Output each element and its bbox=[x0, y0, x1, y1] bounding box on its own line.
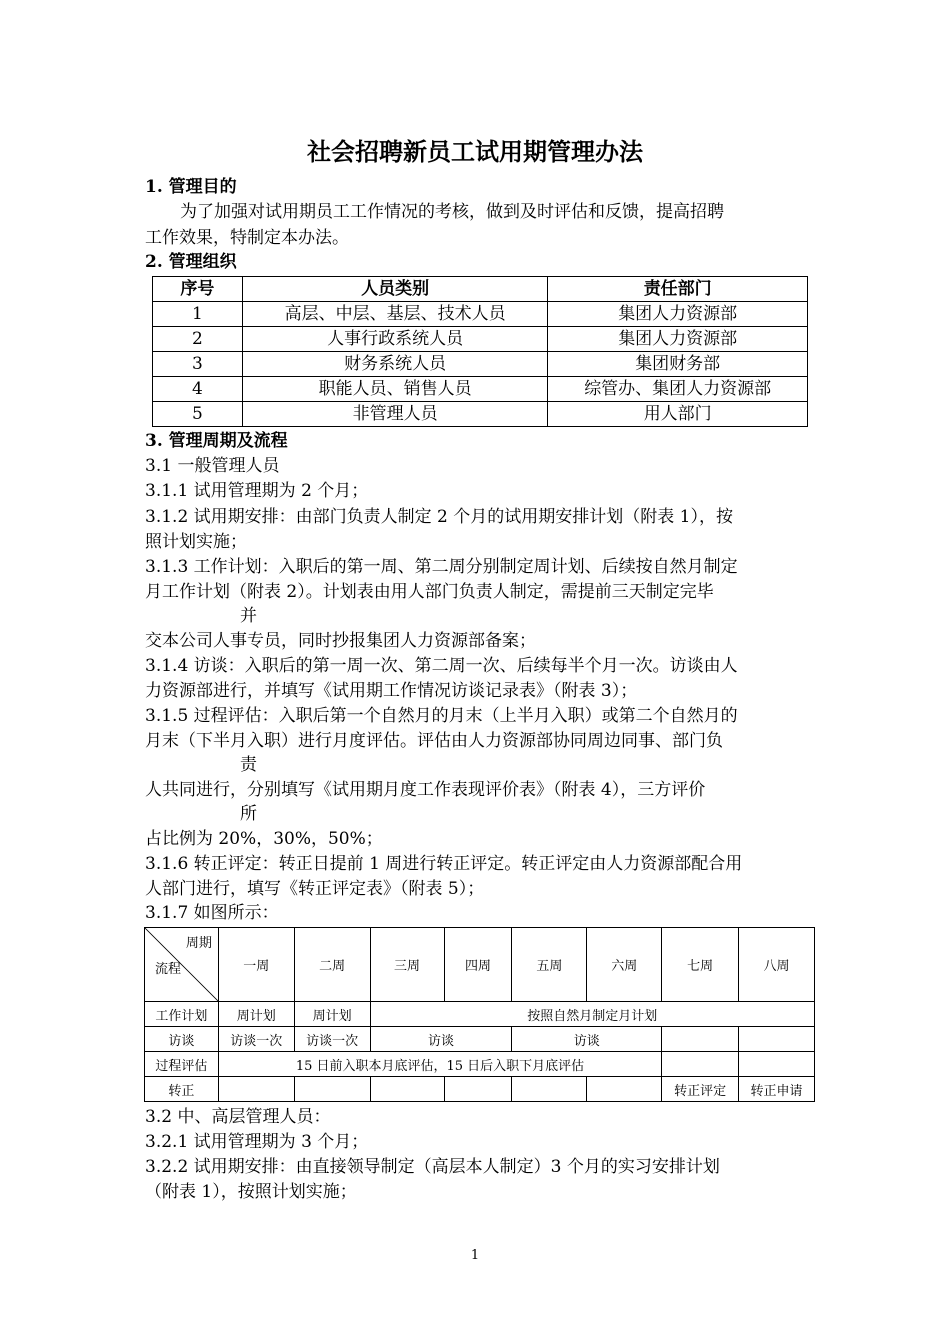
table-cell bbox=[587, 1077, 662, 1102]
table-cell: 按照自然月制定月计划 bbox=[370, 1002, 814, 1027]
table-cell: 访谈 bbox=[370, 1027, 512, 1052]
table-cell: 用人部门 bbox=[548, 402, 808, 427]
row-label: 过程评估 bbox=[145, 1052, 219, 1077]
paragraph-line: 3.1.7 如图所示： bbox=[145, 903, 279, 923]
paragraph-line: 3.1.6 转正评定：转正日提前 1 周进行转正评定。转正评定由人力资源部配合用 bbox=[145, 854, 743, 874]
table-cell bbox=[218, 1077, 294, 1102]
week-header: 三周 bbox=[370, 928, 444, 1002]
table-header-row bbox=[153, 277, 808, 302]
table-cell: 2 bbox=[153, 327, 243, 352]
week-header: 五周 bbox=[512, 928, 587, 1002]
diagonal-header-cell bbox=[145, 928, 219, 1002]
week-header: 二周 bbox=[294, 928, 370, 1002]
table-row bbox=[153, 352, 808, 377]
table-cell: 集团人力资源部 bbox=[548, 327, 808, 352]
table-cell: 4 bbox=[153, 377, 243, 402]
table-cell bbox=[662, 1052, 739, 1077]
table-cell bbox=[294, 1077, 370, 1102]
week-header: 一周 bbox=[218, 928, 294, 1002]
table-cell bbox=[662, 1027, 739, 1052]
table-cell bbox=[512, 1077, 587, 1102]
table-cell: 访谈一次 bbox=[294, 1027, 370, 1052]
flow-row-confirmation bbox=[145, 1077, 815, 1102]
table-cell: 访谈 bbox=[512, 1027, 662, 1052]
paragraph-line: 照计划实施； bbox=[145, 532, 247, 552]
paragraph-line: 人共同进行，分别填写《试用期月度工作表现评价表》（附表 4），三方评价 bbox=[145, 780, 706, 800]
week-header: 八周 bbox=[739, 928, 815, 1002]
row-label: 转正 bbox=[145, 1077, 219, 1102]
paragraph-line: 3.1 一般管理人员 bbox=[145, 456, 280, 476]
corner-label-period: 周期 bbox=[185, 936, 212, 951]
probation-flow-table bbox=[144, 927, 815, 1102]
paragraph-line: 人部门进行，填写《转正评定表》（附表 5）； bbox=[145, 879, 485, 899]
paragraph-line: 为了加强对试用期员工工作情况的考核，做到及时评估和反馈，提高招聘 bbox=[180, 202, 724, 222]
table-cell: 周计划 bbox=[218, 1002, 294, 1027]
paragraph-line: 工作效果，特制定本办法。 bbox=[145, 228, 349, 248]
paragraph-line: 交本公司人事专员，同时抄报集团人力资源部备案； bbox=[145, 631, 536, 651]
flow-row-evaluation bbox=[145, 1052, 815, 1077]
flow-row-plan bbox=[145, 1002, 815, 1027]
header-cell: 序号 bbox=[153, 277, 243, 302]
table-cell: 财务系统人员 bbox=[242, 352, 548, 377]
management-org-table bbox=[152, 276, 808, 427]
section-2-heading: 2. 管理组织 bbox=[145, 252, 237, 272]
paragraph-line: 3.1.1 试用管理期为 2 个月； bbox=[145, 481, 369, 501]
paragraph-line: 并 bbox=[240, 606, 257, 626]
section-1-heading: 1. 管理目的 bbox=[145, 177, 237, 197]
paragraph-line: 3.2.2 试用期安排：由直接领导制定（高层本人制定）3 个月的实习安排计划 bbox=[145, 1157, 720, 1177]
table-cell: 转正评定 bbox=[662, 1077, 739, 1102]
paragraph-line: 所 bbox=[240, 804, 257, 824]
table-row bbox=[153, 302, 808, 327]
table-cell: 转正申请 bbox=[739, 1077, 815, 1102]
table-cell: 周计划 bbox=[294, 1002, 370, 1027]
table-cell: 15 日前入职本月底评估，15 日后入职下月底评估 bbox=[218, 1052, 661, 1077]
paragraph-line: 月工作计划（附表 2）。计划表由用人部门负责人制定，需提前三天制定完毕 bbox=[145, 582, 714, 602]
paragraph-line: 3.2 中、高层管理人员： bbox=[145, 1107, 331, 1127]
table-row bbox=[153, 402, 808, 427]
table-cell: 人事行政系统人员 bbox=[242, 327, 548, 352]
table-cell: 高层、中层、基层、技术人员 bbox=[242, 302, 548, 327]
paragraph-line: 力资源部进行，并填写《试用期工作情况访谈记录表》（附表 3）； bbox=[145, 681, 638, 701]
table-cell bbox=[444, 1077, 512, 1102]
table-cell: 5 bbox=[153, 402, 243, 427]
header-cell: 人员类别 bbox=[242, 277, 548, 302]
week-header: 七周 bbox=[662, 928, 739, 1002]
table-cell bbox=[739, 1052, 815, 1077]
paragraph-line: 3.1.2 试用期安排：由部门负责人制定 2 个月的试用期安排计划（附表 1），按 bbox=[145, 507, 734, 527]
flow-header-row bbox=[145, 928, 815, 1002]
header-cell: 责任部门 bbox=[548, 277, 808, 302]
week-header: 六周 bbox=[587, 928, 662, 1002]
paragraph-line: 占比例为 20%，30%，50%； bbox=[145, 829, 383, 849]
paragraph-line: 3.1.4 访谈：入职后的第一周一次、第二周一次、后续每半个月一次。访谈由人 bbox=[145, 656, 738, 676]
table-cell: 集团财务部 bbox=[548, 352, 808, 377]
paragraph-line: 月末（下半月入职）进行月度评估。评估由人力资源部协同周边同事、部门负 bbox=[145, 731, 723, 751]
paragraph-line: 3.1.3 工作计划：入职后的第一周、第二周分别制定周计划、后续按自然月制定 bbox=[145, 557, 738, 577]
table-row bbox=[153, 327, 808, 352]
table-cell: 非管理人员 bbox=[242, 402, 548, 427]
page-title: 社会招聘新员工试用期管理办法 bbox=[307, 137, 643, 166]
table-cell: 职能人员、销售人员 bbox=[242, 377, 548, 402]
table-cell bbox=[370, 1077, 444, 1102]
table-cell: 综管办、集团人力资源部 bbox=[548, 377, 808, 402]
paragraph-line: （附表 1），按照计划实施； bbox=[145, 1182, 357, 1202]
table-row bbox=[153, 377, 808, 402]
table-cell: 集团人力资源部 bbox=[548, 302, 808, 327]
table-cell: 3 bbox=[153, 352, 243, 377]
paragraph-line: 3.1.5 过程评估：入职后第一个自然月的月末（上半月入职）或第二个自然月的 bbox=[145, 706, 738, 726]
row-label: 工作计划 bbox=[145, 1002, 219, 1027]
table-cell: 1 bbox=[153, 302, 243, 327]
table-cell bbox=[739, 1027, 815, 1052]
page-number: 1 bbox=[470, 1248, 480, 1263]
table-cell: 访谈一次 bbox=[218, 1027, 294, 1052]
paragraph-line: 责 bbox=[240, 755, 257, 775]
corner-label-process: 流程 bbox=[155, 962, 182, 977]
paragraph-line: 3.2.1 试用管理期为 3 个月； bbox=[145, 1132, 369, 1152]
flow-row-interview bbox=[145, 1027, 815, 1052]
row-label: 访谈 bbox=[145, 1027, 219, 1052]
section-3-heading: 3. 管理周期及流程 bbox=[145, 431, 288, 451]
week-header: 四周 bbox=[444, 928, 512, 1002]
